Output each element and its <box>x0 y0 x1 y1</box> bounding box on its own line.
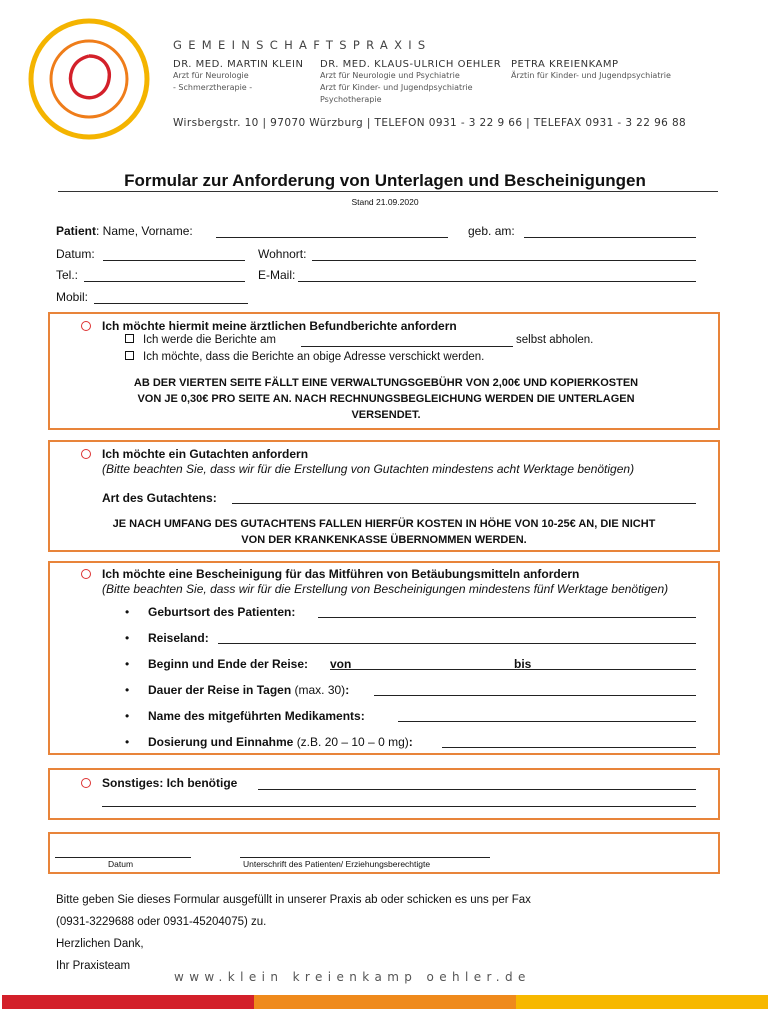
betaeubungsmittel-heading: Ich möchte eine Bescheinigung für das Mitführen von Betäubungsmitteln anfordern <box>102 567 580 581</box>
doctor-klein: DR. MED. MARTIN KLEIN Arzt für Neurologie - Schmerztherapie - <box>173 59 304 92</box>
von-field[interactable] <box>330 669 514 670</box>
practice-name: GEMEINSCHAFTSPRAXIS <box>173 38 432 52</box>
befundberichte-heading: Ich möchte hiermit meine ärztlichen Befundberichte anfordern <box>102 319 457 333</box>
von-label: von <box>330 657 352 671</box>
date-signature-label: Datum <box>108 859 134 869</box>
website-url[interactable]: www.klein kreienkamp oehler.de <box>174 970 531 984</box>
title-underline <box>58 191 718 192</box>
medikament-item: • Name des mitgeführten Medikaments: <box>125 709 365 723</box>
abholen-date-field[interactable] <box>301 346 513 347</box>
betaeubungsmittel-radio[interactable] <box>81 569 91 579</box>
gutachten-radio[interactable] <box>81 449 91 459</box>
practice-logo <box>18 8 160 150</box>
name-field[interactable] <box>216 237 448 238</box>
dosierung-field[interactable] <box>442 747 696 748</box>
mobil-field[interactable] <box>94 303 248 304</box>
footer-thanks: Herzlichen Dank, <box>56 938 144 950</box>
form-title: Formular zur Anforderung von Unterlagen und Bescheinigungen <box>124 171 646 190</box>
sonstiges-label: Sonstiges: Ich benötige <box>102 776 238 790</box>
art-gutachten-label: Art des Gutachtens: <box>102 491 217 505</box>
email-label: E-Mail: <box>258 268 296 282</box>
verschicken-option[interactable]: Ich möchte, dass die Berichte an obige Adresse verschickt werden. <box>125 351 484 363</box>
sonstiges-field-2[interactable] <box>102 806 696 807</box>
birthdate-label: geb. am: <box>468 224 515 238</box>
sonstiges-field-1[interactable] <box>258 789 696 790</box>
geburtsort-item: • Geburtsort des Patienten: <box>125 605 296 619</box>
tel-label: Tel.: <box>56 268 79 282</box>
bis-field[interactable] <box>514 669 696 670</box>
verschicken-checkbox[interactable] <box>125 351 134 360</box>
red-strip <box>2 995 254 1009</box>
practice-address: Wirsbergstr. 10 | 97070 Würzburg | TELEFON 0931 - 3 22 9 66 | TELEFAX 0931 - 3 22 96 88 <box>173 117 687 129</box>
dauer-field[interactable] <box>374 695 696 696</box>
tel-field[interactable] <box>84 281 245 282</box>
datum-field[interactable] <box>103 260 245 261</box>
befundberichte-fee-notice: AB DER VIERTEN SEITE FÄLLT EINE VERWALTUNGSGEBÜHR VON 2,00€ UND KOPIERKOSTEN VON JE 0,30€ PRO SEITE AN. NACH RECHNUNGSBEGLEICHUNG WERDEN DIE UNTERLAGEN VERSENDET. <box>133 377 639 421</box>
signature-field[interactable] <box>240 857 490 858</box>
name-label: Patient: Name, Vorname: <box>56 224 193 238</box>
footer-instructions: Bitte geben Sie dieses Formular ausgefüllt in unserer Praxis ab oder schicken es uns per Fax <box>56 894 531 906</box>
orange-strip <box>254 995 516 1009</box>
wohnort-field[interactable] <box>312 260 696 261</box>
art-gutachten-field[interactable] <box>232 503 696 504</box>
signature-label: Unterschrift des Patienten/ Erziehungsberechtigte <box>243 859 431 869</box>
gutachten-heading: Ich möchte ein Gutachten anfordern <box>102 447 309 461</box>
birthdate-field[interactable] <box>524 237 696 238</box>
mobil-label: Mobil: <box>56 290 89 304</box>
geburtsort-field[interactable] <box>318 617 696 618</box>
befundberichte-radio[interactable] <box>81 321 91 331</box>
sonstiges-radio[interactable] <box>81 778 91 788</box>
yellow-strip <box>516 995 768 1009</box>
dauer-item: • Dauer der Reise in Tagen (max. 30): <box>125 683 350 697</box>
wohnort-label: Wohnort: <box>258 247 307 261</box>
reiseland-item: • Reiseland: <box>125 631 209 645</box>
footer-fax: (0931-3229688 oder 0931-45204075) zu. <box>56 916 267 928</box>
datum-label: Datum: <box>56 247 95 261</box>
abholen-checkbox[interactable] <box>125 334 134 343</box>
medikament-field[interactable] <box>398 721 696 722</box>
gutachten-note: (Bitte beachten Sie, dass wir für die Erstellung von Gutachten mindestens acht Werktage benötigen) <box>102 462 635 476</box>
doctor-kreienkamp: PETRA KREIENKAMP Ärztin für Kinder- und Jugendpsychiatrie <box>511 59 671 80</box>
abholen-suffix: selbst abholen. <box>516 334 594 346</box>
email-field[interactable] <box>298 281 696 282</box>
date-signature-field[interactable] <box>55 857 191 858</box>
form-date: Stand 21.09.2020 <box>351 197 419 207</box>
gutachten-fee-notice: JE NACH UMFANG DES GUTACHTENS FALLEN HIERFÜR KOSTEN IN HÖHE VON 10-25€ AN, DIE NICHT VON DER KRANKENKASSE ÜBERNOMMEN WERDEN. <box>112 518 656 546</box>
reiseland-field[interactable] <box>218 643 696 644</box>
bis-label: bis <box>514 657 532 671</box>
abholen-option[interactable]: Ich werde die Berichte am <box>125 334 276 346</box>
dosierung-item: • Dosierung und Einnahme (z.B. 20 – 10 – 0 mg): <box>125 735 413 749</box>
doctor-oehler: DR. MED. KLAUS-ULRICH OEHLER Arzt für Neurologie und Psychiatrie Arzt für Kinder- und Jugendpsychiatrie Psychotherapie <box>320 59 502 104</box>
footer-signoff: Ihr Praxisteam <box>56 960 131 972</box>
reise-item: • Beginn und Ende der Reise: <box>125 657 309 671</box>
betaeubungsmittel-note: (Bitte beachten Sie, dass wir für die Erstellung von Bescheinigungen mindestens fünf Werktage benötigen) <box>102 582 669 596</box>
